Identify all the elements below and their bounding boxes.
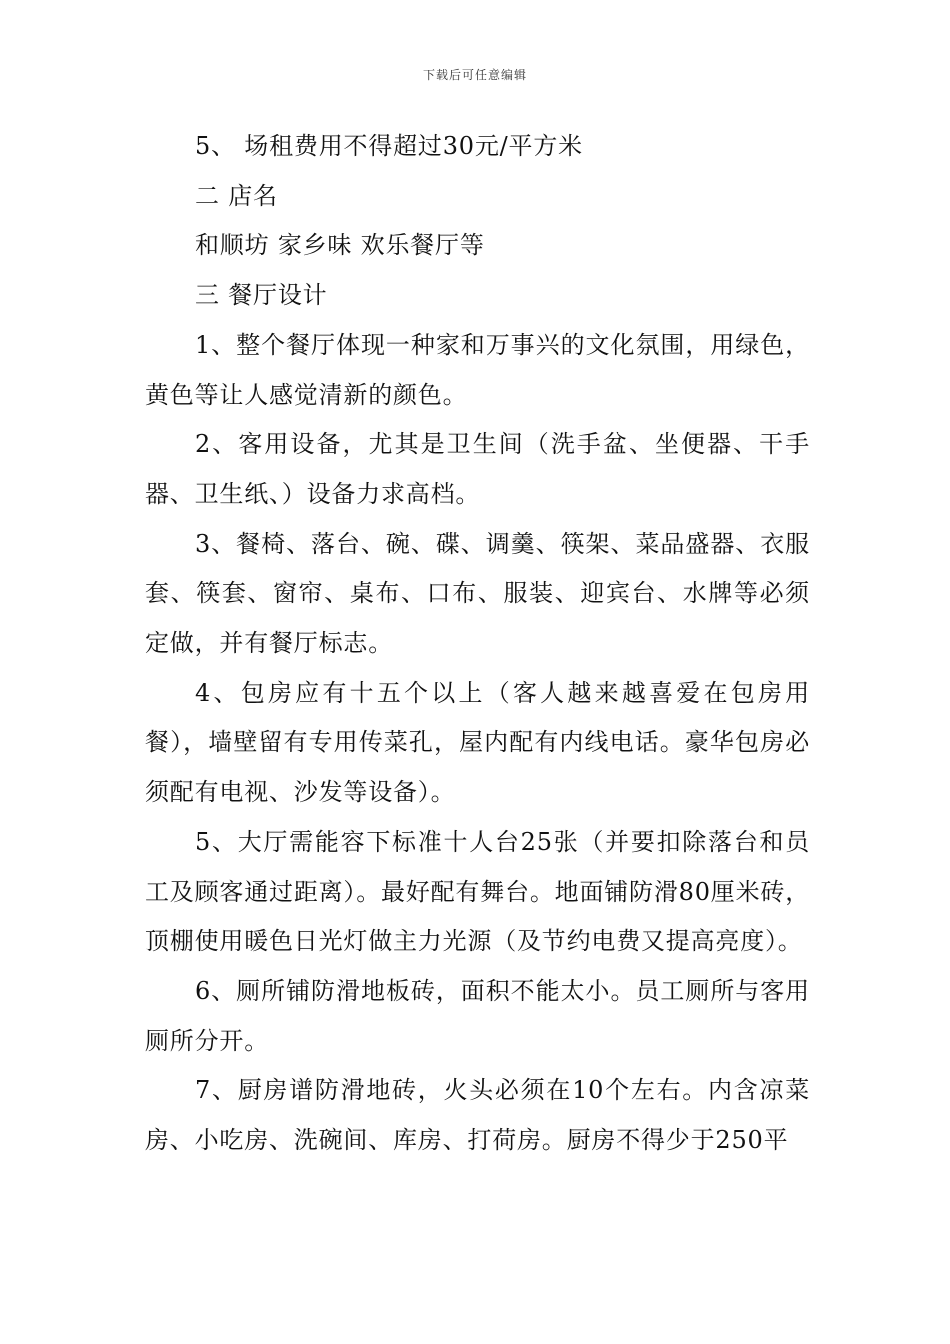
paragraph-design-5: 5、大厅需能容下标准十人台25张（并要扣除落台和员工及顾客通过距离）。最好配有舞台。地面铺防滑80厘米砖，顶棚使用暖色日光灯做主力光源（及节约电费又提高亮度）。	[145, 827, 810, 956]
paragraph-design-7: 7、厨房谱防滑地砖，火头必须在10个左右。内含凉菜房、小吃房、洗碗间、库房、打荷房。厨房不得少于250平	[145, 1076, 810, 1155]
section-heading-store-name: 二 店名	[195, 181, 278, 210]
page-header: 下载后可任意编辑	[422, 68, 527, 82]
paragraph-design-4: 4、包房应有十五个以上（客人越来越喜爱在包房用餐），墙壁留有专用传菜孔，屋内配有内线电话。豪华包房必须配有电视、沙发等设备）。	[145, 678, 810, 807]
paragraph-rent-limit: 5、 场租费用不得超过30元/平方米	[195, 132, 583, 160]
document-body	[145, 122, 810, 1166]
paragraph-design-6: 6、厕所铺防滑地板砖，面积不能太小。员工厕所与客用厕所分开。	[145, 976, 810, 1055]
paragraph-store-names: 和顺坊 家乡味 欢乐餐厅等	[195, 231, 485, 260]
paragraph-design-2: 2、客用设备，尤其是卫生间（洗手盆、坐便器、干手器、卫生纸、）设备力求高档。	[145, 430, 810, 508]
paragraph-design-3: 3、餐椅、落台、碗、碟、调羹、筷架、菜品盛器、衣服套、筷套、窗帘、桌布、口布、服装、迎宾台、水牌等必须定做，并有餐厅标志。	[145, 529, 810, 658]
section-heading-restaurant-design: 三 餐厅设计	[195, 281, 328, 310]
paragraph-design-1: 1、整个餐厅体现一种家和万事兴的文化氛围，用绿色，黄色等让人感觉清新的颜色。	[145, 330, 810, 409]
